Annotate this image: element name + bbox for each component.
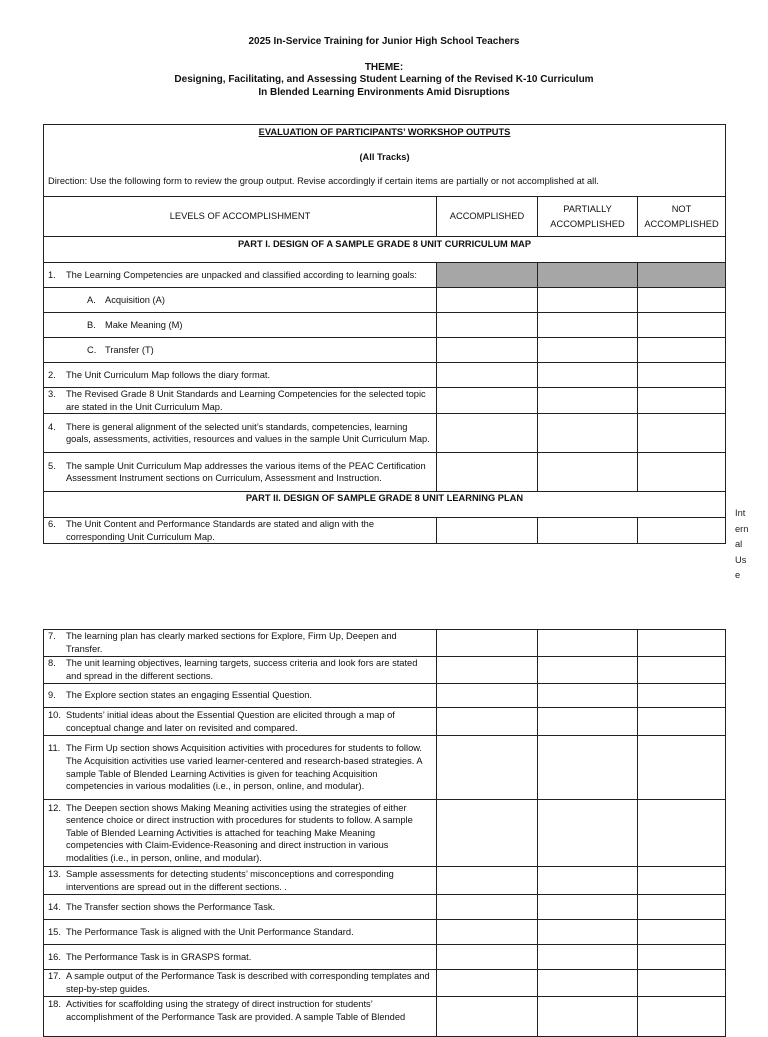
table-row xyxy=(44,997,726,1037)
item-number: 3. xyxy=(48,389,56,399)
item-number: 6. xyxy=(48,519,56,530)
table-row xyxy=(44,630,726,657)
item-number: 1. xyxy=(48,269,56,280)
item-text: The Performance Task is in GRASPS format. xyxy=(66,951,252,962)
cell-accomplished[interactable] xyxy=(437,388,538,414)
item-text-cell xyxy=(44,800,437,867)
cell-not[interactable] xyxy=(638,288,726,313)
item-text-cell xyxy=(44,288,437,313)
cell-partially[interactable] xyxy=(538,518,638,544)
cell-partially[interactable] xyxy=(538,657,638,684)
item-text: The Unit Curriculum Map follows the diary format. xyxy=(66,369,271,380)
cell-accomplished[interactable] xyxy=(437,657,538,684)
cell-partially[interactable] xyxy=(538,684,638,708)
item-text-cell xyxy=(44,708,437,736)
col-not xyxy=(638,197,726,237)
item-text-cell xyxy=(44,338,437,363)
cell-accomplished[interactable] xyxy=(437,518,538,544)
cell-not[interactable] xyxy=(638,895,726,920)
cell-not[interactable] xyxy=(638,708,726,736)
cell-not[interactable] xyxy=(638,657,726,684)
item-number: 8. xyxy=(48,658,56,669)
cell-accomplished[interactable] xyxy=(437,288,538,313)
item-text-cell xyxy=(44,263,437,288)
item-text-cell xyxy=(44,945,437,970)
cell-not[interactable] xyxy=(638,388,726,414)
cell-not[interactable] xyxy=(638,736,726,800)
cell-accomplished[interactable] xyxy=(437,363,538,388)
cell-partially[interactable] xyxy=(538,630,638,657)
item-text: The Learning Competencies are unpacked and classified according to learning goals: xyxy=(66,269,417,280)
cell-partially[interactable] xyxy=(538,288,638,313)
side-note-line: Int xyxy=(735,508,746,518)
cell-not[interactable] xyxy=(638,518,726,544)
cell-not[interactable] xyxy=(638,867,726,895)
cell-accomplished[interactable] xyxy=(437,338,538,363)
cell-partially[interactable] xyxy=(538,867,638,895)
cell-accomplished[interactable] xyxy=(437,630,538,657)
cell-partially[interactable] xyxy=(538,997,638,1037)
table-row xyxy=(44,970,726,997)
cell-accomplished[interactable] xyxy=(437,736,538,800)
cell-not[interactable] xyxy=(638,684,726,708)
item-text: The Performance Task is aligned with the Unit Performance Standard. xyxy=(66,926,354,937)
item-text: Transfer (T) xyxy=(105,344,154,355)
cell-accomplished[interactable] xyxy=(437,453,538,492)
item-text-cell xyxy=(44,363,437,388)
item-number: 12. xyxy=(48,802,61,813)
cell-partially[interactable] xyxy=(538,920,638,945)
cell-partially[interactable] xyxy=(538,453,638,492)
evaluation-table-2 xyxy=(43,629,726,1037)
col-accomplished: ACCOMPLISHED xyxy=(437,197,538,237)
col-not-line1: NOT xyxy=(671,203,692,214)
table-row xyxy=(44,736,726,800)
cell-not[interactable] xyxy=(638,630,726,657)
cell-accomplished[interactable] xyxy=(437,970,538,997)
item-text-cell xyxy=(44,684,437,708)
cell-partially xyxy=(538,263,638,288)
form-title: EVALUATION OF PARTICIPANTS’ WORKSHOP OUTPUTS xyxy=(258,127,511,137)
cell-accomplished[interactable] xyxy=(437,414,538,453)
item-text: The Unit Content and Performance Standards are stated and align with the corresponding Unit Curriculum Map. xyxy=(66,519,375,542)
item-text: Activities for scaffolding using the strategy of direct instruction for students’ accomplishment of the Performance Task are provided. A sample Table of Blended xyxy=(66,999,406,1022)
cell-partially[interactable] xyxy=(538,388,638,414)
item-number: 4. xyxy=(48,421,56,432)
theme-label: THEME: xyxy=(364,62,404,73)
table-row xyxy=(44,657,726,684)
item-text-cell xyxy=(44,867,437,895)
item-text-cell xyxy=(44,630,437,657)
cell-partially[interactable] xyxy=(538,708,638,736)
table-row xyxy=(44,518,726,544)
col-not-line2: ACCOMPLISHED xyxy=(644,218,719,229)
side-note-line: e xyxy=(735,570,741,580)
form-subtitle: (All Tracks) xyxy=(359,151,410,162)
item-text: The unit learning objectives, learning targets, success criteria and look fors are stated and spread in the different sections. xyxy=(66,658,418,681)
table-row xyxy=(44,945,726,970)
table-row xyxy=(44,867,726,895)
col-partially-line2: ACCOMPLISHED xyxy=(550,218,625,229)
theme-line-1: Designing, Facilitating, and Assessing Student Learning of the Revised K-10 Curriculum xyxy=(174,74,594,85)
item-text: The Deepen section shows Making Meaning activities using the strategies of either sentence choice or direct instruction with procedures for students to follow. A sample Table of Blended Learning Activities is attached for teaching Make Meaning competencies with Claim-Evidence-Reasoning and direct instruction in various modalities (i.e., in person, online, and modular). xyxy=(66,802,413,863)
table-row xyxy=(44,363,726,388)
item-text: Sample assessments for detecting students’ misconceptions and corresponding interventions are spread out in the different sections. . xyxy=(66,868,394,892)
item-text-cell xyxy=(44,388,437,414)
table-row xyxy=(44,388,726,414)
item-text-cell xyxy=(44,313,437,338)
table-row xyxy=(44,800,726,867)
item-number: 10. xyxy=(48,709,61,720)
item-text: The sample Unit Curriculum Map addresses the various items of the PEAC Certification Assessment Instrument sections on Curriculum, Assessment and Instruction. xyxy=(66,460,426,484)
cell-accomplished[interactable] xyxy=(437,997,538,1037)
form-header-cell xyxy=(44,125,726,197)
direction-text: Direction: Use the following form to review the group output. Revise accordingly if certain items are partially or not accomplished at all. xyxy=(48,176,599,187)
column-header-row xyxy=(44,197,726,237)
cell-not[interactable] xyxy=(638,363,726,388)
cell-not[interactable] xyxy=(638,997,726,1037)
item-number: 15. xyxy=(48,926,61,937)
item-text: The Explore section states an engaging Essential Question. xyxy=(66,690,312,701)
page-title: 2025 In-Service Training for Junior High School Teachers xyxy=(248,36,520,47)
col-partially xyxy=(538,197,638,237)
item-text: Acquisition (A) xyxy=(105,294,165,305)
internal-use-note xyxy=(735,506,753,584)
cell-partially[interactable] xyxy=(538,800,638,867)
cell-not[interactable] xyxy=(638,920,726,945)
table-row xyxy=(44,263,726,288)
table-row xyxy=(44,288,726,313)
table-row xyxy=(44,338,726,363)
item-number: 14. xyxy=(48,901,61,912)
cell-accomplished[interactable] xyxy=(437,708,538,736)
cell-partially[interactable] xyxy=(538,895,638,920)
item-text-cell xyxy=(44,414,437,453)
cell-accomplished[interactable] xyxy=(437,945,538,970)
cell-not[interactable] xyxy=(638,338,726,363)
item-number: 7. xyxy=(48,631,56,642)
cell-partially[interactable] xyxy=(538,736,638,800)
table-row xyxy=(44,414,726,453)
side-note-line: al xyxy=(735,539,743,549)
item-text-cell xyxy=(44,895,437,920)
item-text-cell xyxy=(44,736,437,800)
cell-not[interactable] xyxy=(638,414,726,453)
item-number: 13. xyxy=(48,868,61,879)
side-note-line: ern xyxy=(735,523,749,534)
item-text: Students’ initial ideas about the Essential Question are elicited through a map of conceptual change and later on revisited and compared. xyxy=(66,709,395,733)
evaluation-table-1 xyxy=(43,124,726,544)
item-text: The learning plan has clearly marked sections for Explore, Firm Up, Deepen and Transfer. xyxy=(66,631,397,654)
item-number: 5. xyxy=(48,460,56,471)
item-text: The Transfer section shows the Performance Task. xyxy=(66,901,276,912)
item-number: 17. xyxy=(48,971,61,982)
cell-accomplished[interactable] xyxy=(437,800,538,867)
item-letter: C. xyxy=(87,344,97,355)
cell-partially[interactable] xyxy=(538,363,638,388)
part1-heading: PART I. DESIGN OF A SAMPLE GRADE 8 UNIT CURRICULUM MAP xyxy=(44,237,726,263)
col-partially-line1: PARTIALLY xyxy=(563,203,612,214)
cell-not[interactable] xyxy=(638,970,726,997)
cell-not xyxy=(638,263,726,288)
cell-partially[interactable] xyxy=(538,338,638,363)
theme-line-2: In Blended Learning Environments Amid Disruptions xyxy=(258,87,510,98)
item-letter: A. xyxy=(87,294,96,305)
cell-partially[interactable] xyxy=(538,970,638,997)
cell-accomplished[interactable] xyxy=(437,895,538,920)
table-row xyxy=(44,684,726,708)
cell-accomplished[interactable] xyxy=(437,684,538,708)
cell-partially[interactable] xyxy=(538,945,638,970)
item-text-cell xyxy=(44,920,437,945)
item-text: The Revised Grade 8 Unit Standards and Learning Competencies for the selected topic are stated in the Unit Curriculum Map. xyxy=(66,389,426,412)
item-number: 18. xyxy=(48,999,61,1009)
table-row xyxy=(44,313,726,338)
table-row xyxy=(44,895,726,920)
part2-heading: PART II. DESIGN OF SAMPLE GRADE 8 UNIT LEARNING PLAN xyxy=(44,492,726,518)
item-text-cell xyxy=(44,657,437,684)
item-number: 2. xyxy=(48,369,56,380)
cell-not[interactable] xyxy=(638,945,726,970)
cell-not[interactable] xyxy=(638,313,726,338)
item-number: 11. xyxy=(48,743,61,754)
item-text: Make Meaning (M) xyxy=(105,319,183,330)
item-text-cell xyxy=(44,453,437,492)
item-text: There is general alignment of the selected unit’s standards, competencies, learning goals, assessments, activities, resources and values in the sample Unit Curriculum Map. xyxy=(66,421,430,445)
item-letter: B. xyxy=(87,319,96,330)
item-text: The Firm Up section shows Acquisition activities with procedures for students to follow. The Acquisition activities use varied learner-centered and research-based strategies. A sample Table of Blended Learning Activities is given for teaching Acquisition competencies in various modalities (i.e., in person, online, and modular). xyxy=(66,743,423,792)
item-text: A sample output of the Performance Task is described with corresponding templates and step-by-step guides. xyxy=(66,971,430,994)
item-number: 9. xyxy=(48,690,56,701)
table-row xyxy=(44,453,726,492)
table-row xyxy=(44,920,726,945)
table-row xyxy=(44,708,726,736)
cell-accomplished[interactable] xyxy=(437,920,538,945)
cell-accomplished[interactable] xyxy=(437,867,538,895)
cell-partially[interactable] xyxy=(538,414,638,453)
item-text-cell xyxy=(44,970,437,997)
item-text-cell xyxy=(44,997,437,1037)
item-text-cell xyxy=(44,518,437,544)
cell-not[interactable] xyxy=(638,453,726,492)
cell-accomplished[interactable] xyxy=(437,313,538,338)
cell-not[interactable] xyxy=(638,800,726,867)
cell-partially[interactable] xyxy=(538,313,638,338)
col-levels: LEVELS OF ACCOMPLISHMENT xyxy=(44,197,437,237)
cell-accomplished xyxy=(437,263,538,288)
item-number: 16. xyxy=(48,951,61,962)
side-note-line: Us xyxy=(735,554,747,565)
